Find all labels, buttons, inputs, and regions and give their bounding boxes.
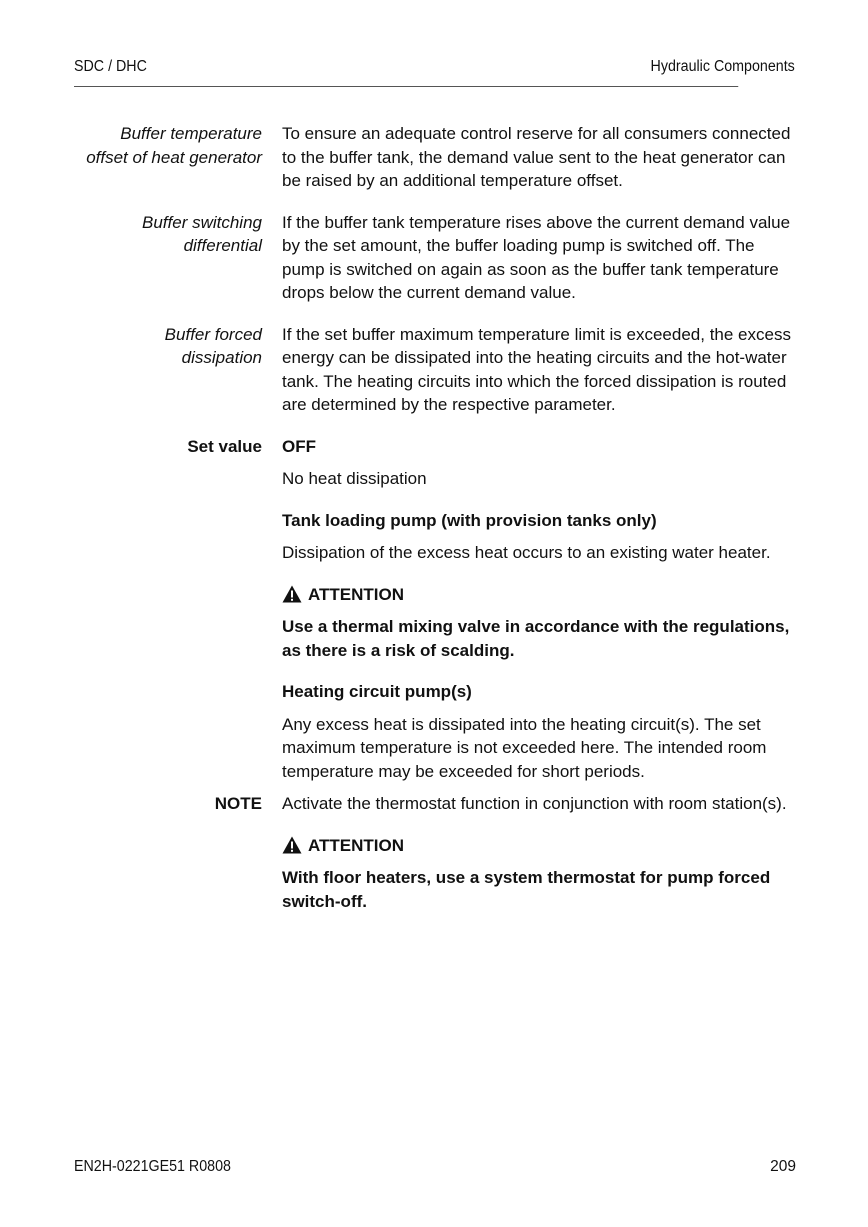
page-header bbox=[74, 58, 738, 87]
section-buffer-switching bbox=[74, 211, 796, 305]
section-label bbox=[74, 122, 262, 169]
document-code: EN2H-0221GE51 R0808 bbox=[74, 1158, 231, 1175]
label-line: dissipation bbox=[181, 348, 262, 367]
set-value-label: Set value bbox=[187, 436, 262, 456]
attention-heading bbox=[282, 583, 796, 607]
label-line: differential bbox=[183, 236, 262, 255]
label-line: Buffer forced bbox=[164, 324, 262, 344]
attention-label: ATTENTION bbox=[308, 584, 405, 604]
paragraph: If the buffer tank temperature rises above the current demand value by the set amount, the buffer loading pump is switched off. The pump is switched on again as soon as the buffer tank temperature drops below the current demand value. bbox=[282, 212, 791, 302]
section-text-col bbox=[282, 792, 796, 913]
section-text-col bbox=[282, 122, 796, 193]
tank-heading: Tank loading pump (with provision tanks only) bbox=[282, 510, 657, 530]
header-left: SDC / DHC bbox=[74, 58, 147, 75]
attention-heading bbox=[282, 834, 796, 858]
off-heading: OFF bbox=[282, 436, 316, 456]
attention-label: ATTENTION bbox=[308, 835, 405, 855]
tank-text: Dissipation of the excess heat occurs to an existing water heater. bbox=[282, 543, 771, 562]
section-buffer-forced bbox=[74, 323, 796, 417]
header-right: Hydraulic Components bbox=[650, 58, 795, 75]
section-label bbox=[74, 323, 262, 370]
label-line: offset of heat generator bbox=[86, 147, 262, 167]
note-text: Activate the thermostat function in conjunction with room station(s). bbox=[282, 794, 787, 813]
section-note bbox=[74, 792, 796, 913]
section-label bbox=[74, 211, 262, 258]
note-label: NOTE bbox=[214, 794, 262, 813]
warning-triangle-icon bbox=[282, 585, 302, 603]
section-set-value bbox=[74, 435, 796, 784]
attention-text: Use a thermal mixing valve in accordance with the regulations, as there is a risk of scalding. bbox=[282, 617, 790, 660]
document-body bbox=[74, 122, 796, 913]
section-text-col bbox=[282, 435, 796, 784]
heating-text: Any excess heat is dissipated into the heating circuit(s). The set maximum temperature is not exceeded here. The intended room temperature may be exceeded for short periods. bbox=[282, 714, 767, 781]
off-text: No heat dissipation bbox=[282, 469, 427, 488]
heating-heading: Heating circuit pump(s) bbox=[282, 682, 472, 701]
label-line: Buffer switching bbox=[142, 212, 262, 232]
section-text-col bbox=[282, 211, 796, 305]
section-buffer-offset bbox=[74, 122, 796, 193]
paragraph: To ensure an adequate control reserve for all consumers connected to the buffer tank, the demand value sent to the heat generator can be raised by an additional temperature offset. bbox=[282, 124, 791, 190]
warning-triangle-icon bbox=[282, 836, 302, 854]
label-line: Buffer temperature bbox=[120, 124, 262, 143]
paragraph: If the set buffer maximum temperature limit is exceeded, the excess energy can be dissipated into the heating circuits and the hot-water tank. The heating circuits into which the forced dissipation is routed are determined by the respective parameter. bbox=[282, 324, 791, 414]
attention-text: With floor heaters, use a system thermostat for pump forced switch-off. bbox=[282, 868, 771, 911]
section-text-col bbox=[282, 323, 796, 417]
page-number: 209 bbox=[770, 1158, 796, 1175]
